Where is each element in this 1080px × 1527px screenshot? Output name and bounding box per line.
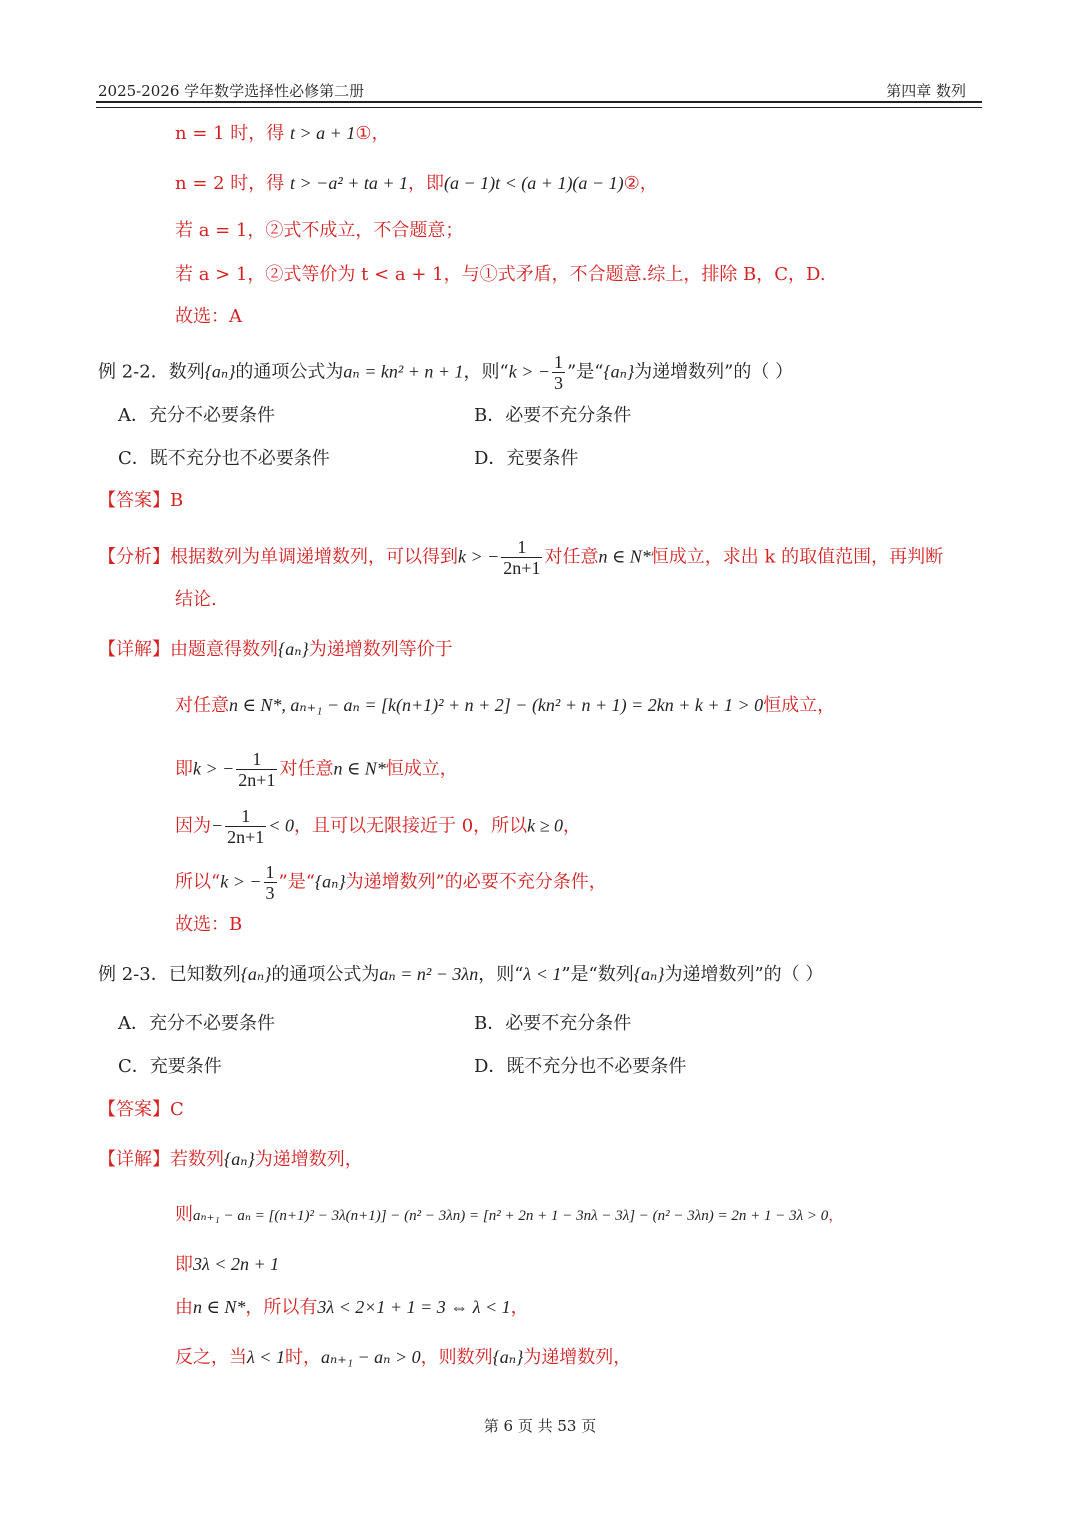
solution-line-n2: n = 2 时，得 t > −a² + ta + 1，即(a − 1)t < (a + 1)(a − 1)②， <box>175 173 658 194</box>
header-book-title: 2025-2026 学年数学选择性必修第二册 <box>98 82 365 100</box>
example-2-2-detail-difference: 对任意n ∈ N*, aₙ₊₁ − aₙ = [k(n+1)² + n + 2] − (kn² + n + 1) = 2kn + k + 1 > 0恒成立， <box>175 695 836 716</box>
solution-choice-a: 故选：A <box>175 306 242 327</box>
example-2-2-question: 例 2-2．数列{aₙ}的通项公式为aₙ = kn² + n + 1，则“k > − $\frac{1}{3}$ ”是“{aₙ}为递增数列”的（ ） <box>98 352 794 393</box>
example-2-3-answer: 【答案】C <box>98 1099 184 1120</box>
example-2-3-question: 例 2-3．已知数列{aₙ}的通项公式为aₙ = n² − 3λn，则“λ < 1”是“数列{aₙ}为递增数列”的（ ） <box>98 964 824 985</box>
example-2-2-detail-conclusion: 所以“k > − $\frac{1}{3}$ ”是“{aₙ}为递增数列”的必要不充分条件， <box>175 862 607 903</box>
example-2-3-option-a: A．充分不必要条件 <box>118 1013 275 1034</box>
example-2-2-detail-heading: 【详解】由题意得数列{aₙ}为递增数列等价于 <box>98 639 453 660</box>
example-2-3-detail-heading: 【详解】若数列{aₙ}为递增数列， <box>98 1149 363 1170</box>
solution-line-n1: n = 1 时，得 t > a + 1①， <box>175 123 390 144</box>
solution-line-case-a1: 若 a = 1，②式不成立，不合题意； <box>175 220 464 241</box>
example-2-3-detail-converse: 反之，当λ < 1时，aₙ₊₁ − aₙ > 0，则数列{aₙ}为递增数列， <box>175 1347 632 1368</box>
example-2-3-option-b: B．必要不充分条件 <box>474 1013 632 1034</box>
example-2-3-detail-lambda: 由n ∈ N*，所以有3λ < 2×1 + 1 = 3 ⇔ λ < 1， <box>175 1297 529 1318</box>
example-2-2-detail-choice: 故选：B <box>175 914 243 935</box>
example-2-2-analysis-cont: 结论. <box>175 589 217 610</box>
example-2-2-option-a: A．充分不必要条件 <box>118 405 275 426</box>
solution-line-case-agt1: 若 a > 1，②式等价为 t < a + 1，与①式矛盾，不合题意.综上，排除 B，C，D. <box>175 264 826 285</box>
example-2-2-option-b: B．必要不充分条件 <box>474 405 632 426</box>
example-2-2-option-d: D．充要条件 <box>474 448 579 469</box>
example-2-3-option-c: C．充要条件 <box>118 1056 222 1077</box>
example-2-2-detail-k-bound: 即k > − $\frac{1}{2n+1}$ 对任意n ∈ N*恒成立， <box>175 749 458 790</box>
header-rule-thick <box>96 101 982 103</box>
page-number-footer: 第 6 页 共 53 页 <box>483 1417 597 1435</box>
example-2-2-answer: 【答案】B <box>98 490 184 511</box>
example-2-3-detail-inequality: 即3λ < 2n + 1 <box>175 1254 280 1275</box>
example-2-2-option-c: C．既不充分也不必要条件 <box>118 448 330 469</box>
example-2-3-detail-difference: 则aₙ₊₁ − aₙ = [(n+1)² − 3λ(n+1)] − (n² − 3λn) = [n² + 2n + 1 − 3nλ − 3λ] − (n² − 3λn) = 2n + 1 − 3λ > 0， <box>175 1204 844 1225</box>
header-rule-thin <box>96 107 982 108</box>
example-2-2-analysis: 【分析】根据数列为单调递增数列，可以得到k > − $\frac{1}{2n+1}$ 对任意n ∈ N*恒成立，求出 k 的取值范围，再判断 <box>98 537 944 578</box>
example-2-3-option-d: D．既不充分也不必要条件 <box>474 1056 687 1077</box>
header-chapter-title: 第四章 数列 <box>886 82 966 100</box>
example-2-2-detail-limit: 因为− $\frac{1}{2n+1}$ < 0，且可以无限接近于 0，所以k ≥ 0， <box>175 806 582 847</box>
